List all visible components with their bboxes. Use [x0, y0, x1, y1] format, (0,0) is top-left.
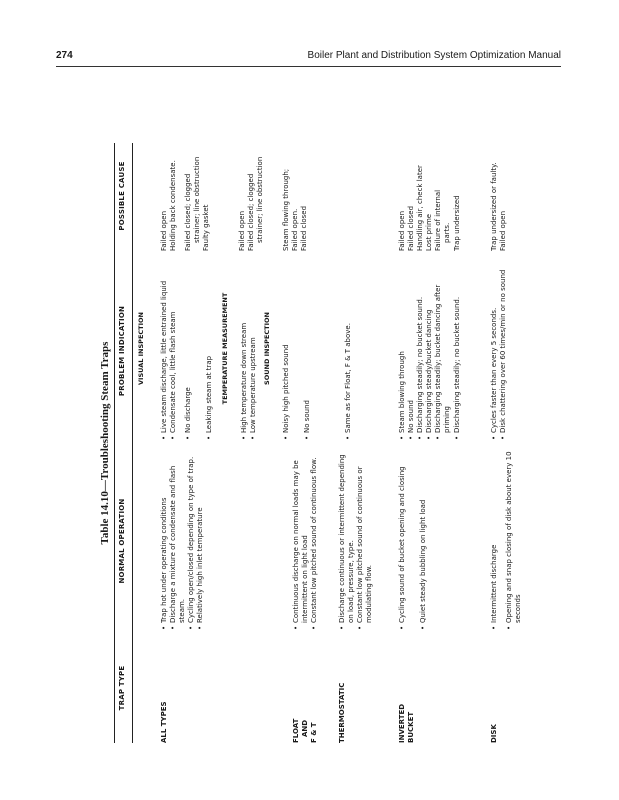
list-item: • Disk chattering over 60 times/min or no sound: [499, 256, 508, 441]
cause-sound: Steam flowing through; Failed open. Failed closed: [282, 168, 309, 251]
problem-inverted-bucket: [398, 256, 462, 441]
list-item: • Live steam discharge, little entrained liquid: [160, 256, 169, 441]
list-item: • Intermittent discharge: [490, 451, 499, 631]
trap-type-float: FLOAT AND F & T: [292, 718, 319, 743]
table-header-rule: [132, 143, 133, 743]
list-item: • Discharging steady/bucket dancing: [425, 256, 434, 441]
list-item: • Discharge continuous or intermittent depending on load, pressure, type.: [338, 451, 356, 631]
list-item: • Trap hot under operating conditions: [160, 451, 169, 631]
list-item: • Constant low pitched sound of continuous or modulating flow.: [356, 451, 374, 631]
list-item: • No discharge: [184, 256, 193, 441]
list-item: • Discharging steadily; bucket dancing after priming: [434, 256, 452, 441]
list-item: • Cycling sound of bucket opening and closing: [398, 451, 407, 631]
normal-thermostatic: [338, 451, 374, 631]
list-item: • No sound: [407, 256, 416, 441]
normal-all-types: [160, 451, 205, 631]
problem-thermostatic: [344, 256, 353, 441]
normal-inverted-bucket: [398, 451, 428, 631]
table-top-rule: [114, 143, 115, 743]
page-header: [56, 50, 561, 64]
list-item: • Discharging steadily; no bucket sound.: [416, 256, 425, 441]
list-item: • Condensate cool, little flash steam: [169, 256, 178, 441]
table-title: Table 14.10—Troubleshooting Steam Traps: [99, 341, 111, 545]
section-visual-inspection: VISUAL INSPECTION: [137, 312, 145, 385]
list-item: • Discharge a mixture of condensate and flash steam.: [169, 451, 187, 631]
problem-temperature: [240, 256, 258, 441]
list-item: • Cycling open/closed depending on type of trap.: [187, 451, 196, 631]
column-header-normal-operation: NORMAL OPERATION: [118, 498, 126, 584]
list-item: • Constant low pitched sound of continuous flow.: [310, 451, 319, 631]
trap-type-thermostatic: THERMOSTATIC: [338, 682, 346, 743]
cause-temperature: Failed open Failed closed; clogged strainer; line obstruction: [238, 156, 265, 251]
column-header-trap-type: TRAP TYPE: [118, 665, 126, 711]
troubleshooting-table: [99, 143, 619, 743]
column-header-problem-indication: PROBLEM INDICATION: [118, 305, 126, 397]
problem-sound: [282, 256, 312, 441]
trap-type-disk: DISK: [490, 724, 498, 743]
list-item: • Low temperature upstream: [249, 256, 258, 441]
list-item: • Same as for Float, F & T above.: [344, 256, 353, 441]
normal-float: [292, 451, 319, 631]
list-item: • Quiet steady bubbling on light load: [419, 451, 428, 631]
cause-visual: Failed open Holding back condensate. Failed closed; clogged strainer; line obstruction Faulty gasket: [160, 156, 211, 251]
column-header-possible-cause: POSSIBLE CAUSE: [118, 161, 126, 231]
list-item: • Noisy high pitched sound: [282, 256, 291, 441]
trap-type-inverted-bucket: INVERTED BUCKET: [398, 703, 416, 743]
list-item: • Opening and snap closing of disk about every 10 seconds: [505, 451, 523, 631]
list-item: • Steam blowing through: [398, 256, 407, 441]
section-sound-inspection: SOUND INSPECTION: [263, 312, 271, 385]
list-item: • No sound: [303, 256, 312, 441]
list-item: • Discharging steadily; no bucket sound.: [453, 256, 462, 441]
list-item: • Relatively high inlet temperature: [196, 451, 205, 631]
list-item: • High temperature down stream: [240, 256, 249, 441]
list-item: • Continuous discharge on normal loads may be intermittent on light load: [292, 451, 310, 631]
list-item: • Leaking steam at trap: [205, 256, 214, 441]
trap-type-all: ALL TYPES: [160, 701, 168, 743]
section-temperature-measurement: TEMPERATURE MEASUREMENT: [221, 292, 229, 405]
cause-disk: Trap undersized or faulty. Failed open: [490, 162, 508, 251]
cause-inverted-bucket: Failed open Failed closed Handling air, check later Lost prime Failure of internal parts. Trap undersized: [398, 165, 461, 251]
running-head: Boiler Plant and Distribution System Optimization Manual: [307, 50, 561, 61]
normal-disk: [490, 451, 523, 631]
list-item: • Cycles faster than every 5 seconds.: [490, 256, 499, 441]
problem-visual: [160, 256, 214, 441]
header-rule: [56, 66, 561, 67]
page-number: 274: [56, 50, 73, 61]
problem-disk: [490, 256, 508, 441]
